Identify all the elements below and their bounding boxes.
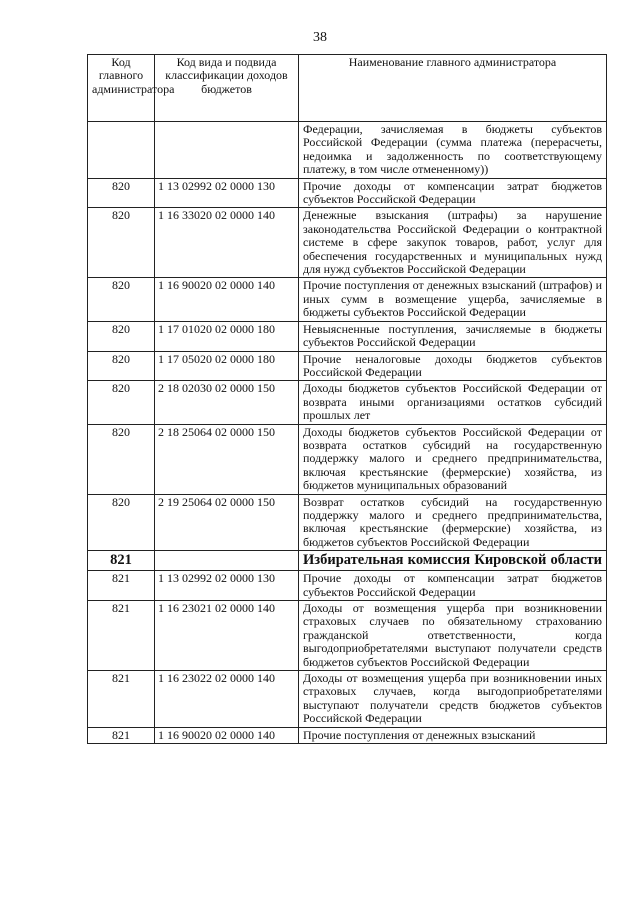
- revenue-code-cell: 2 18 25064 02 0000 150: [155, 424, 299, 494]
- table-row: [88, 424, 607, 494]
- revenue-code-cell: 2 18 02030 02 0000 150: [155, 381, 299, 424]
- admin-code-cell: 820: [88, 208, 155, 278]
- table-row: [88, 571, 607, 601]
- revenue-code-cell: 1 16 90020 02 0000 140: [155, 727, 299, 743]
- revenue-code-cell: [155, 551, 299, 571]
- admin-name-cell: Прочие поступления от денежных взысканий: [299, 727, 607, 743]
- admin-code-cell: 821: [88, 571, 155, 601]
- admin-code-cell: 820: [88, 321, 155, 351]
- table-row: [88, 351, 607, 381]
- revenue-code-cell: 1 16 23021 02 0000 140: [155, 601, 299, 671]
- table-row: [88, 208, 607, 278]
- revenue-code-cell: 2 19 25064 02 0000 150: [155, 494, 299, 551]
- admin-code-cell: 820: [88, 351, 155, 381]
- header-admin-code: Код главного администратора: [88, 55, 155, 122]
- admin-code-cell: 821: [88, 727, 155, 743]
- table-row: [88, 601, 607, 671]
- revenue-code-cell: 1 13 02992 02 0000 130: [155, 571, 299, 601]
- header-admin-name: Наименование главного администратора: [299, 55, 607, 122]
- table-row: [88, 122, 607, 179]
- revenue-code-cell: 1 13 02992 02 0000 130: [155, 178, 299, 208]
- admin-name-cell: Прочие доходы от компенсации затрат бюджетов субъектов Российской Федерации: [299, 571, 607, 601]
- table-row: [88, 321, 607, 351]
- admin-code-cell: 820: [88, 424, 155, 494]
- revenue-code-cell: 1 16 33020 02 0000 140: [155, 208, 299, 278]
- admin-name-cell: Доходы от возмещения ущерба при возникновении страховых случаев по обязательному страхованию гражданской ответственности, когда выгодоприобретателями выступают получатели средств бюджетов субъектов Российской Федерации: [299, 601, 607, 671]
- admin-name-cell: Доходы бюджетов субъектов Российской Федерации от возврата остатков субсидий на государственную поддержку малого и среднего предпринимательства, включая крестьянские (фермерские) хозяйства, из бюджетов муниципальных образований: [299, 424, 607, 494]
- admin-code-cell: 820: [88, 494, 155, 551]
- admin-code-cell: 820: [88, 178, 155, 208]
- admin-name-cell: Доходы бюджетов субъектов Российской Федерации от возврата иными организациями остатков субсидий прошлых лет: [299, 381, 607, 424]
- admin-name-cell: Возврат остатков субсидий на государственную поддержку малого и среднего предпринимательства, включая крестьянские (фермерские) хозяйства, из бюджетов субъектов Российской Федерации: [299, 494, 607, 551]
- header-revenue-code: Код вида и подвида классификации доходов бюджетов: [155, 55, 299, 122]
- revenue-code-cell: 1 17 01020 02 0000 180: [155, 321, 299, 351]
- admin-code-cell: 820: [88, 381, 155, 424]
- admin-code-cell: 820: [88, 278, 155, 321]
- table-header-row: [88, 55, 607, 122]
- page-number: 38: [313, 30, 327, 45]
- table-row: [88, 381, 607, 424]
- section-row: [88, 551, 607, 571]
- admin-code-cell: 821: [88, 551, 155, 571]
- admin-code-cell: [88, 122, 155, 179]
- table-row: [88, 671, 607, 728]
- table-row: [88, 178, 607, 208]
- table-row: [88, 727, 607, 743]
- revenue-code-cell: [155, 122, 299, 179]
- admin-name-cell: Федерации, зачисляемая в бюджеты субъектов Российской Федерации (сумма платежа (перерасчеты, недоимка и задолженность по соответствующему платежу, в том числе отмененному)): [299, 122, 607, 179]
- table-row: [88, 494, 607, 551]
- admin-name-cell: Прочие доходы от компенсации затрат бюджетов субъектов Российской Федерации: [299, 178, 607, 208]
- admin-name-cell: Доходы от возмещения ущерба при возникновении иных страховых случаев, когда выгодоприобретателями выступают получатели средств бюджетов субъектов Российской Федерации: [299, 671, 607, 728]
- table-row: [88, 278, 607, 321]
- revenue-code-cell: 1 17 05020 02 0000 180: [155, 351, 299, 381]
- revenue-code-cell: 1 16 90020 02 0000 140: [155, 278, 299, 321]
- admin-code-cell: 821: [88, 601, 155, 671]
- revenue-code-cell: 1 16 23022 02 0000 140: [155, 671, 299, 728]
- admin-name-cell: Прочие неналоговые доходы бюджетов субъектов Российской Федерации: [299, 351, 607, 381]
- admin-name-cell: Избирательная комиссия Кировской области: [299, 551, 607, 571]
- admin-name-cell: Прочие поступления от денежных взысканий (штрафов) и иных сумм в возмещение ущерба, зачисляемые в бюджеты субъектов Российской Федерации: [299, 278, 607, 321]
- admin-code-cell: 821: [88, 671, 155, 728]
- admin-name-cell: Невыясненные поступления, зачисляемые в бюджеты субъектов Российской Федерации: [299, 321, 607, 351]
- admin-name-cell: Денежные взыскания (штрафы) за нарушение законодательства Российской Федерации о контрактной системе в сфере закупок товаров, работ, услуг для обеспечения государственных и муниципальных нужд для нужд субъектов Российской Федерации: [299, 208, 607, 278]
- revenue-administrators-table: [87, 54, 607, 744]
